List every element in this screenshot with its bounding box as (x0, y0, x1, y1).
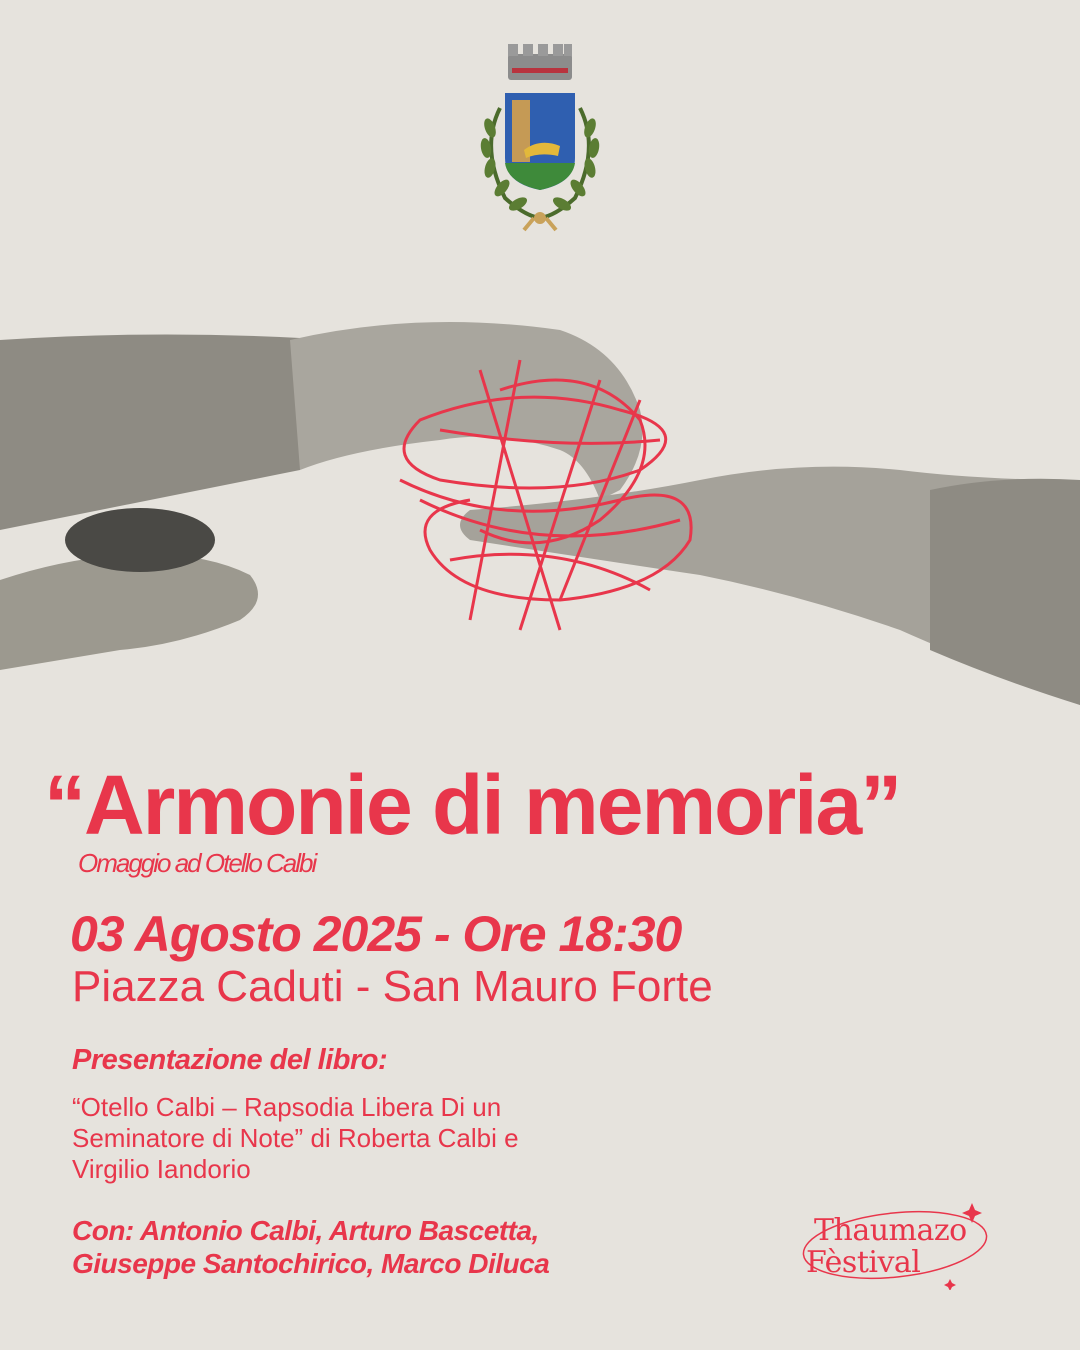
right-sleeve-shape (930, 479, 1080, 705)
festival-logo (800, 1195, 1000, 1290)
festival-name-line2: Fèstival (806, 1245, 921, 1280)
book-line: Virgilio Iandorio (72, 1154, 251, 1184)
book-line: “Otello Calbi – Rapsodia Libera Di un (72, 1092, 502, 1122)
left-sleeve-shape (0, 334, 300, 530)
coat-of-arms-icon (460, 38, 620, 233)
guests-list (72, 1214, 549, 1280)
guests-line: Con: Antonio Calbi, Arturo Bascetta, (72, 1215, 539, 1246)
event-date-time: 03 Agosto 2025 - Ore 18:30 (70, 906, 682, 962)
crown-shape (508, 54, 572, 80)
book-description (72, 1092, 672, 1185)
presentation-label: Presentazione del libro: (72, 1044, 388, 1076)
hands-illustration (0, 300, 1080, 720)
event-subtitle: Omaggio ad Otello Calbi (78, 848, 316, 878)
guests-line: Giuseppe Santochirico, Marco Diluca (72, 1248, 550, 1279)
event-place: Piazza Caduti - San Mauro Forte (72, 962, 713, 1011)
event-title: “Armonie di memoria” (44, 758, 901, 852)
festival-name-line1: Thaumazo (814, 1213, 967, 1248)
dark-object-shape (65, 508, 215, 572)
book-line: Seminatore di Note” di Roberta Calbi e (72, 1123, 519, 1153)
